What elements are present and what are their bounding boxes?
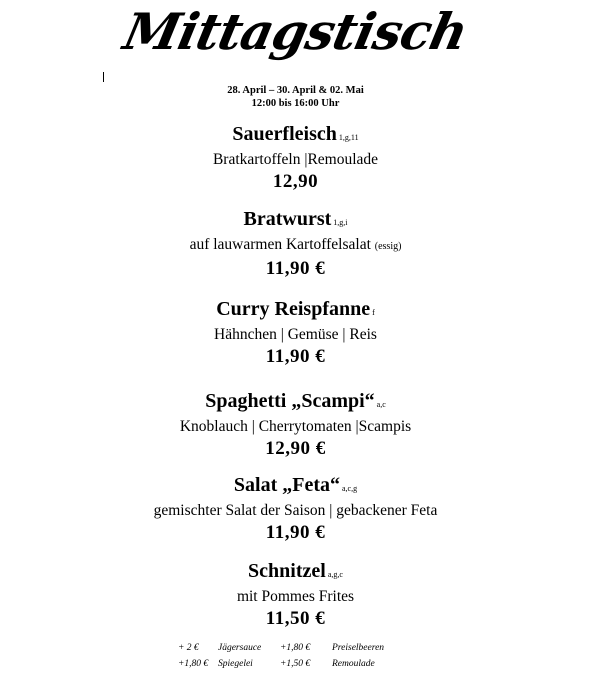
time-range: 12:00 bis 16:00 Uhr	[251, 98, 340, 109]
dish-description: gemischter Salat der Saison | gebackener Feta	[153, 502, 438, 519]
dish-name: Bratwurst	[243, 208, 332, 230]
dish-item	[0, 559, 591, 631]
dish-item	[0, 389, 591, 461]
date-range: 28. April – 30. April & 02. Mai	[227, 85, 364, 96]
dish-name: Schnitzel	[248, 560, 326, 582]
dish-item	[0, 473, 591, 545]
dish-allergens: a,c	[376, 400, 386, 409]
dish-allergens: f	[372, 308, 375, 317]
extra-item: Jägersauce	[218, 643, 262, 653]
dish-description: Hähnchen | Gemüse | Reis	[214, 326, 377, 343]
extra-item: Spiegelei	[218, 659, 253, 669]
dish-description: Knoblauch | Cherrytomaten |Scampis	[179, 418, 412, 435]
dish-name: Curry Reispfanne	[216, 298, 371, 320]
extra-price: +1,80 €	[178, 659, 209, 669]
extras-row	[170, 640, 412, 656]
dish-item	[0, 207, 591, 281]
date-info	[0, 84, 591, 110]
extra-price: + 2 €	[178, 643, 199, 653]
dish-description: auf lauwarmen Kartoffelsalat	[189, 236, 371, 253]
dish-price: 11,50 €	[265, 608, 326, 629]
dish-allergens: 1,g,11	[338, 133, 359, 142]
extras-list	[170, 640, 412, 672]
extra-price: +1,50 €	[280, 659, 311, 669]
dish-item	[0, 122, 591, 194]
dish-description: Bratkartoffeln |Remoulade	[212, 151, 379, 168]
extra-item: Remoulade	[332, 659, 375, 669]
dish-description: mit Pommes Frites	[236, 588, 355, 605]
dish-allergens: a,g,c	[327, 570, 343, 579]
dish-note: (essig)	[374, 241, 402, 252]
dish-price: 12,90	[272, 171, 319, 192]
page-title: Mittagstisch	[118, 2, 473, 61]
dish-item	[0, 297, 591, 369]
dish-name: Salat „Feta“	[233, 474, 340, 496]
extra-price: +1,80 €	[280, 643, 311, 653]
extras-row	[170, 656, 412, 672]
dish-price: 11,90 €	[265, 258, 326, 279]
dish-allergens: 1,g,i	[333, 218, 348, 227]
dish-name: Spaghetti „Scampi“	[205, 390, 375, 412]
dish-allergens: a,c,g	[341, 484, 358, 493]
extra-item: Preiselbeeren	[332, 643, 385, 653]
dish-price: 11,90 €	[265, 346, 326, 367]
text-cursor	[103, 72, 104, 82]
dish-price: 12,90 €	[265, 438, 326, 459]
dish-name: Sauerfleisch	[232, 123, 337, 145]
dish-price: 11,90 €	[265, 522, 326, 543]
